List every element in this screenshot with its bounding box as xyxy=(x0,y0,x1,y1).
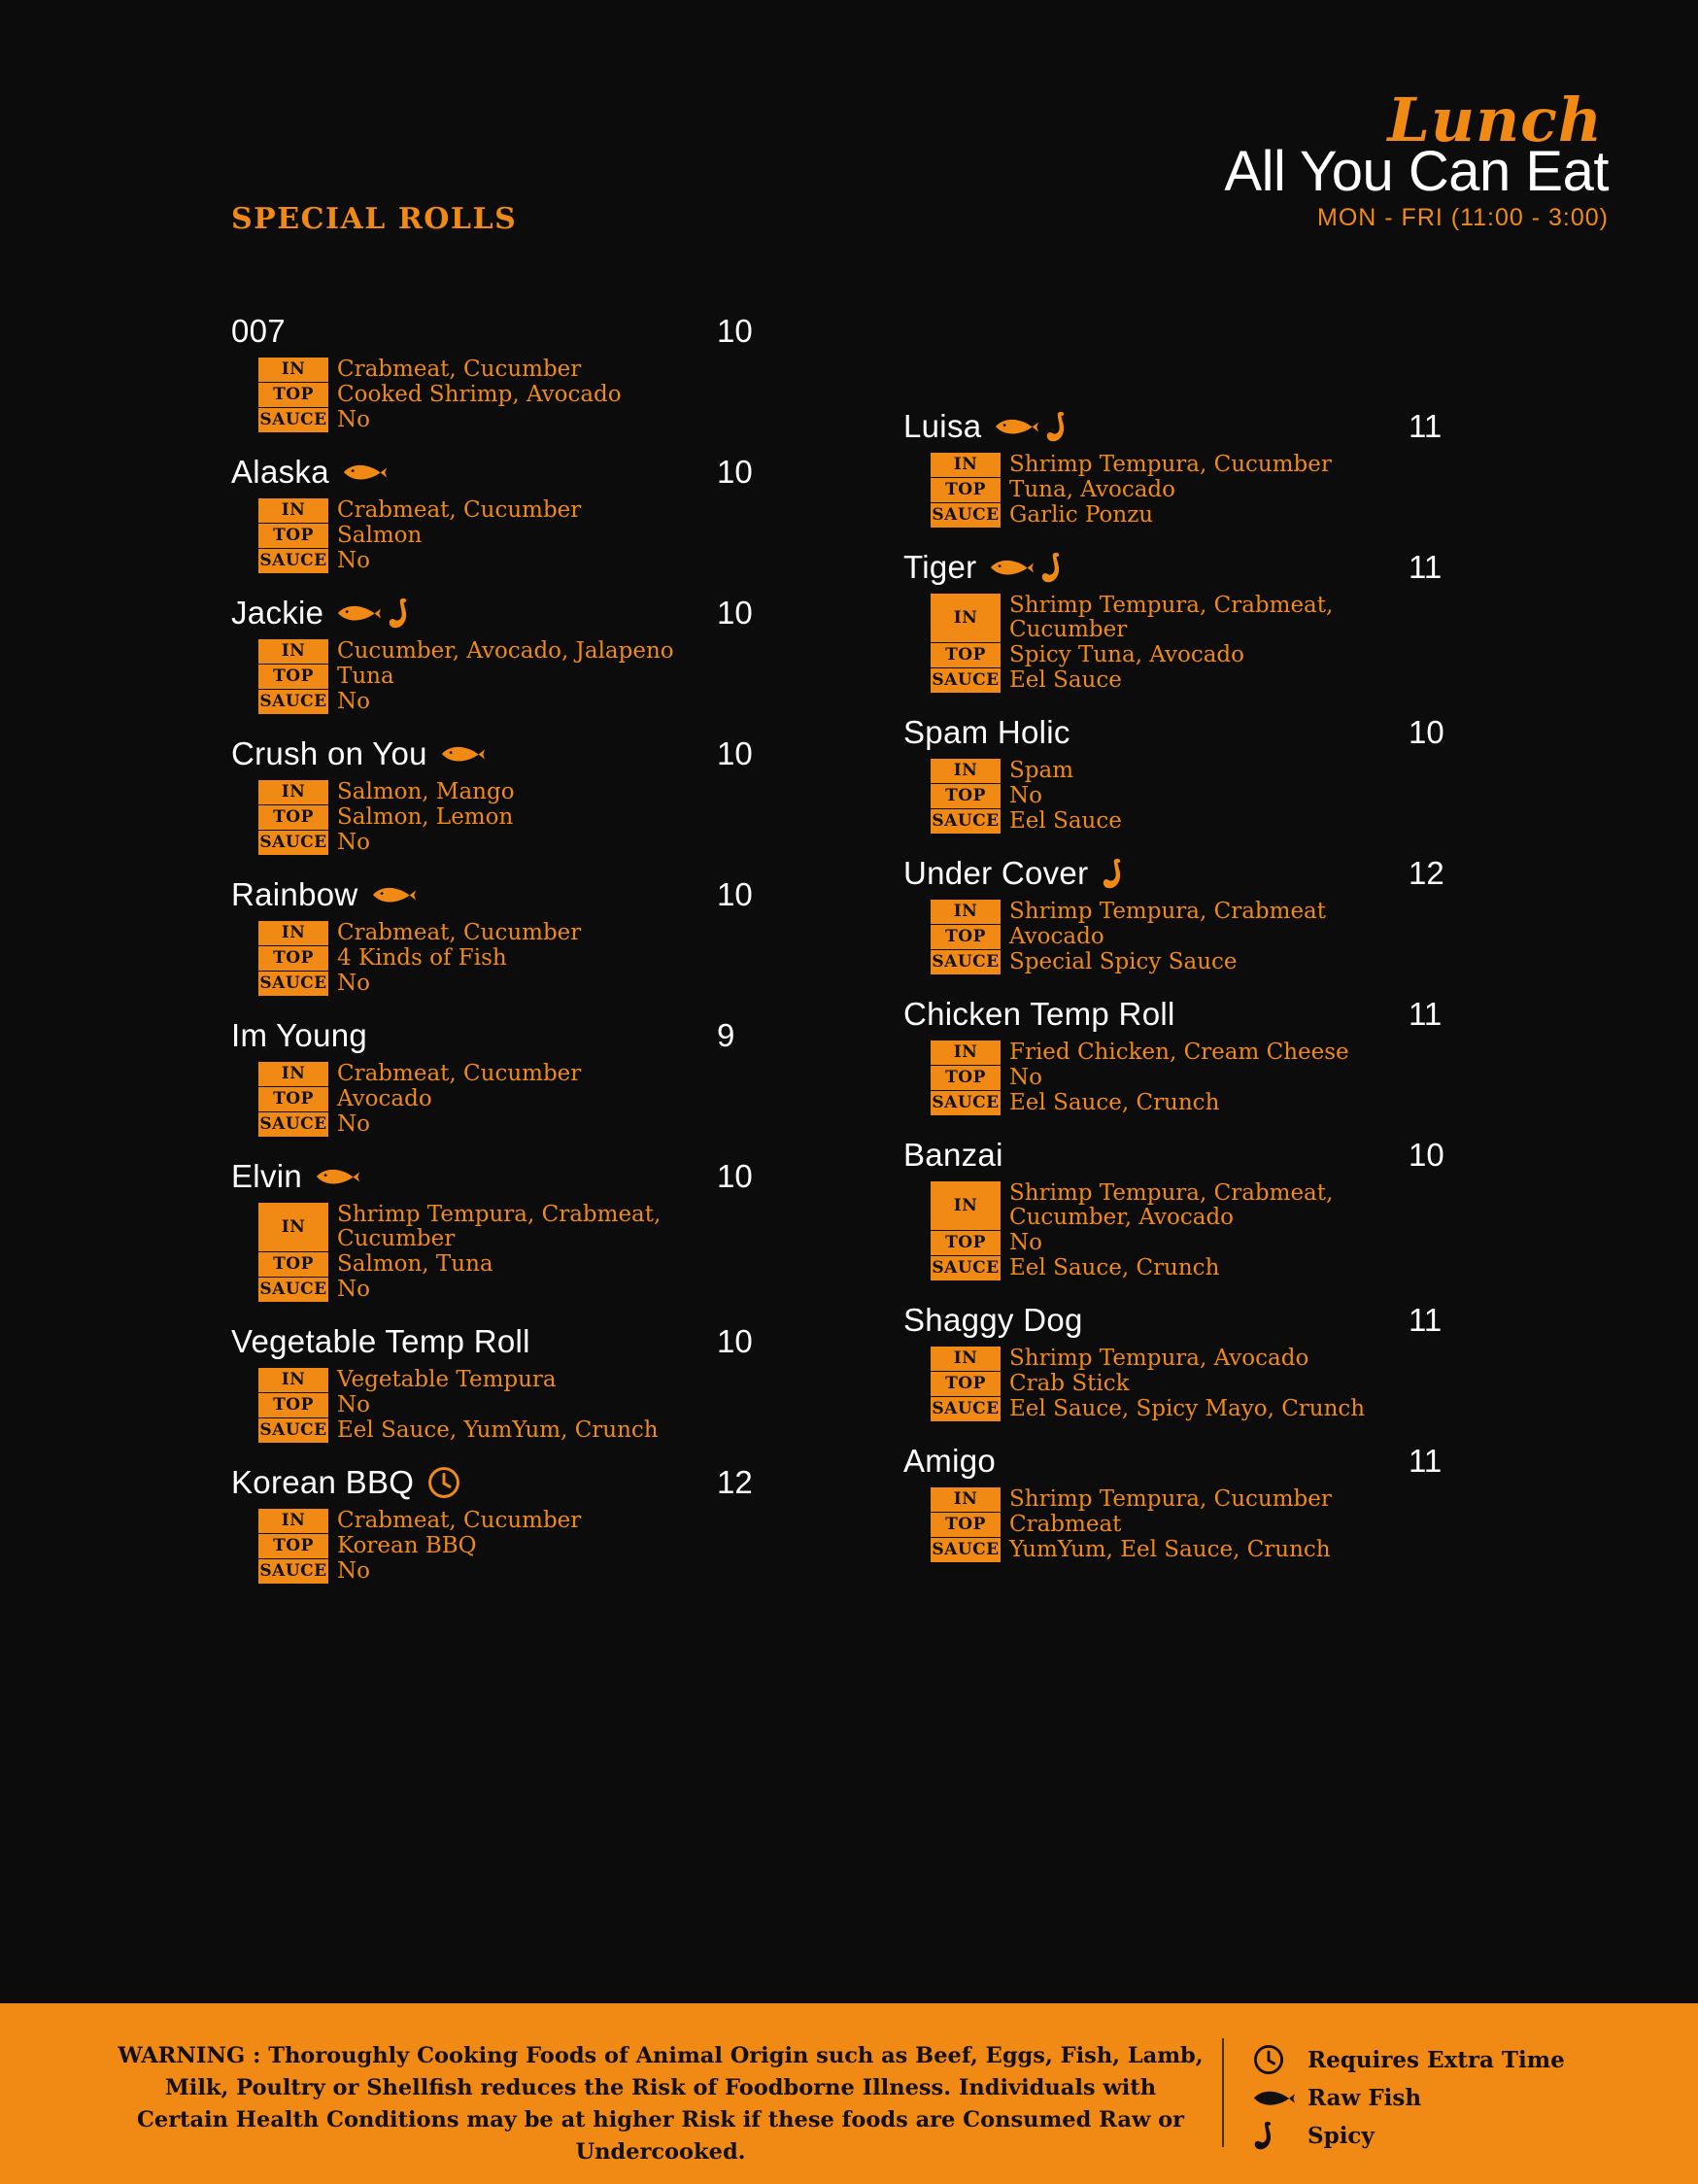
detail-text-sauce: No xyxy=(337,971,370,996)
menu-item-name: Amigo xyxy=(903,1443,997,1479)
top-tag: TOP xyxy=(931,784,1001,808)
detail-text-sauce: Eel Sauce xyxy=(1009,667,1122,693)
menu-item xyxy=(903,1302,1447,1421)
detail-row-sauce xyxy=(258,549,775,573)
menu-item-price: 11 xyxy=(1409,996,1443,1032)
menu-item-header xyxy=(903,855,1447,892)
menu-item-details xyxy=(258,639,775,714)
detail-row-top xyxy=(931,643,1447,667)
menu-item-price: 12 xyxy=(717,1464,753,1500)
in-tag: IN xyxy=(258,358,328,382)
top-tag: TOP xyxy=(931,1066,1001,1090)
detail-row-top xyxy=(258,383,775,407)
detail-row-in xyxy=(258,921,775,945)
top-tag: TOP xyxy=(931,1513,1001,1537)
detail-row-in xyxy=(931,1181,1447,1230)
in-tag: IN xyxy=(258,1368,328,1392)
sauce-tag: SAUCE xyxy=(931,950,1001,974)
menu-item-details xyxy=(258,1368,775,1443)
lunch-script-title: Lunch xyxy=(1387,85,1603,155)
detail-row-sauce xyxy=(931,1538,1447,1562)
sauce-tag: SAUCE xyxy=(931,1256,1001,1280)
menu-item-details xyxy=(258,780,775,855)
detail-text-top: Avocado xyxy=(1009,924,1104,949)
sauce-tag: SAUCE xyxy=(258,831,328,855)
menu-item-price: 10 xyxy=(717,735,753,771)
in-tag: IN xyxy=(931,1487,1001,1512)
detail-text-in: Crabmeat, Cucumber xyxy=(337,497,582,523)
detail-row-sauce xyxy=(258,690,775,714)
menu-item xyxy=(231,1323,775,1443)
detail-text-top: No xyxy=(1009,783,1042,808)
menu-item-header xyxy=(231,1158,775,1195)
menu-item-price: 11 xyxy=(1409,1302,1443,1338)
menu-item-name: Banzai xyxy=(903,1137,1003,1173)
detail-row-in xyxy=(258,498,775,523)
sauce-tag: SAUCE xyxy=(258,408,328,432)
top-tag: TOP xyxy=(931,1372,1001,1396)
detail-text-in: Shrimp Tempura, Crabmeat, Cucumber, Avocado xyxy=(1009,1180,1334,1230)
footer xyxy=(0,2003,1698,2184)
detail-row-sauce xyxy=(258,1278,775,1302)
menu-item-price: 11 xyxy=(1409,408,1443,444)
detail-text-sauce: Special Spicy Sauce xyxy=(1009,949,1238,974)
extra-time-icon xyxy=(1253,2044,1307,2075)
menu-item-header xyxy=(231,876,775,913)
in-tag: IN xyxy=(258,1203,328,1251)
detail-text-top: 4 Kinds of Fish xyxy=(337,945,507,971)
detail-text-sauce: Eel Sauce xyxy=(1009,808,1122,834)
legend-label: Raw Fish xyxy=(1307,2084,1422,2111)
sauce-tag: SAUCE xyxy=(258,972,328,996)
top-tag: TOP xyxy=(931,478,1001,502)
detail-row-top xyxy=(931,784,1447,808)
menu-item xyxy=(903,549,1447,693)
detail-text-in: Shrimp Tempura, Crabmeat, Cucumber xyxy=(337,1202,662,1251)
menu-item-details xyxy=(931,453,1447,528)
menu-item xyxy=(231,313,775,432)
spicy-icon xyxy=(1045,411,1070,442)
menu-item-name: Alaska xyxy=(231,454,329,490)
menu-item-icons xyxy=(995,411,1070,442)
sauce-tag: SAUCE xyxy=(931,668,1001,693)
detail-row-sauce xyxy=(258,408,775,432)
in-tag: IN xyxy=(931,900,1001,924)
detail-text-sauce: No xyxy=(337,830,370,855)
menu-item-price: 10 xyxy=(717,313,753,349)
menu-item xyxy=(231,876,775,996)
detail-row-top xyxy=(931,1513,1447,1537)
menu-item-name: Shaggy Dog xyxy=(903,1302,1083,1338)
menu-item-header xyxy=(903,1443,1447,1480)
detail-text-in: Vegetable Tempura xyxy=(337,1367,557,1392)
menu-item-details xyxy=(931,594,1447,693)
detail-row-in xyxy=(258,358,775,382)
menu-item-header xyxy=(231,735,775,772)
menu-item-icons xyxy=(337,597,413,629)
detail-row-sauce xyxy=(258,972,775,996)
menu-item-details xyxy=(931,1347,1447,1421)
detail-row-top xyxy=(258,524,775,548)
menu-item-details xyxy=(931,1041,1447,1115)
detail-text-in: Salmon, Mango xyxy=(337,779,515,804)
menu-item-name: 007 xyxy=(231,313,286,349)
menu-item-price: 10 xyxy=(1409,714,1444,750)
menu-item-name: Spam Holic xyxy=(903,714,1070,750)
detail-row-in xyxy=(931,594,1447,642)
detail-text-in: Shrimp Tempura, Avocado xyxy=(1009,1346,1309,1371)
menu-item-header xyxy=(231,1017,775,1054)
menu-item-header xyxy=(903,549,1447,586)
section-title: SPECIAL ROLLS xyxy=(231,202,518,236)
detail-text-top: No xyxy=(337,1392,370,1417)
menu-item xyxy=(231,1017,775,1137)
menu-item-name: Under Cover xyxy=(903,855,1089,891)
detail-row-top xyxy=(931,1231,1447,1255)
menu-item-name: Rainbow xyxy=(231,876,358,912)
detail-row-top xyxy=(931,1066,1447,1090)
sauce-tag: SAUCE xyxy=(258,549,328,573)
spicy-icon xyxy=(1253,2121,1307,2150)
menu-item-name: Jackie xyxy=(231,595,324,631)
detail-row-in xyxy=(931,1041,1447,1065)
menu-item-header xyxy=(903,714,1447,751)
header xyxy=(1065,85,1609,232)
menu-item-name: Im Young xyxy=(231,1017,368,1053)
in-tag: IN xyxy=(931,1347,1001,1371)
detail-text-in: Shrimp Tempura, Cucumber xyxy=(1009,452,1332,477)
detail-text-sauce: No xyxy=(337,548,370,573)
detail-row-sauce xyxy=(931,1091,1447,1115)
in-tag: IN xyxy=(258,1509,328,1533)
menu-item-name: Elvin xyxy=(231,1158,303,1194)
left-column xyxy=(231,313,775,1605)
sauce-tag: SAUCE xyxy=(931,503,1001,528)
menu-item-name: Luisa xyxy=(903,408,982,444)
detail-row-top xyxy=(258,1393,775,1417)
detail-text-top: No xyxy=(1009,1065,1042,1090)
menu-item-details xyxy=(258,1062,775,1137)
warning-body: Thoroughly Cooking Foods of Animal Origin such as Beef, Eggs, Fish, Lamb, Milk, Poultry or Shellfish reduces the Risk of Foodborne Illness. Individuals with Certain Health Conditions may be at higher Risk if these foods are Consumed Raw or Undercooked. xyxy=(136,2043,1204,2165)
detail-row-in xyxy=(258,780,775,804)
menu-item-header xyxy=(903,996,1447,1033)
detail-text-in: Shrimp Tempura, Crabmeat xyxy=(1009,899,1327,924)
detail-row-sauce xyxy=(931,950,1447,974)
detail-row-top xyxy=(931,1372,1447,1396)
spicy-icon xyxy=(1040,552,1066,583)
detail-row-top xyxy=(258,805,775,830)
detail-text-top: Tuna xyxy=(337,664,394,689)
menu-item-price: 9 xyxy=(717,1017,735,1053)
in-tag: IN xyxy=(258,780,328,804)
sauce-tag: SAUCE xyxy=(931,1091,1001,1115)
top-tag: TOP xyxy=(931,1231,1001,1255)
menu-item-name: Vegetable Temp Roll xyxy=(231,1323,530,1359)
detail-text-sauce: Eel Sauce, YumYum, Crunch xyxy=(337,1417,659,1443)
detail-text-top: No xyxy=(1009,1230,1042,1255)
detail-row-top xyxy=(258,665,775,689)
detail-text-top: Cooked Shrimp, Avocado xyxy=(337,382,622,407)
top-tag: TOP xyxy=(258,805,328,830)
menu-item-header xyxy=(231,313,775,350)
detail-text-in: Cucumber, Avocado, Jalapeno xyxy=(337,638,674,664)
in-tag: IN xyxy=(931,759,1001,783)
top-tag: TOP xyxy=(931,925,1001,949)
menu-item xyxy=(903,714,1447,834)
detail-text-sauce: No xyxy=(337,1558,370,1584)
detail-text-top: Crabmeat xyxy=(1009,1512,1122,1537)
detail-text-top: Crab Stick xyxy=(1009,1371,1130,1396)
detail-text-in: Crabmeat, Cucumber xyxy=(337,357,582,382)
menu-item xyxy=(231,735,775,855)
sauce-tag: SAUCE xyxy=(258,1418,328,1443)
menu-item-price: 11 xyxy=(1409,1443,1443,1479)
detail-text-sauce: Garlic Ponzu xyxy=(1009,502,1154,528)
menu-item-details xyxy=(931,1181,1447,1280)
detail-text-sauce: No xyxy=(337,1277,370,1302)
menu-item-price: 10 xyxy=(717,595,753,631)
detail-text-top: Salmon, Tuna xyxy=(337,1251,493,1277)
spicy-icon xyxy=(1102,858,1127,889)
sauce-tag: SAUCE xyxy=(258,1112,328,1137)
detail-row-sauce xyxy=(931,668,1447,693)
menu-item xyxy=(231,1158,775,1302)
in-tag: IN xyxy=(931,594,1001,642)
detail-row-in xyxy=(931,453,1447,477)
detail-row-in xyxy=(931,759,1447,783)
menu-item-name: Korean BBQ xyxy=(231,1464,415,1500)
detail-row-in xyxy=(258,1368,775,1392)
menu-item-header xyxy=(231,1464,775,1501)
menu-item-price: 10 xyxy=(1409,1137,1444,1173)
top-tag: TOP xyxy=(258,1087,328,1111)
detail-text-in: Crabmeat, Cucumber xyxy=(337,1508,582,1533)
legend-divider xyxy=(1222,2038,1224,2147)
top-tag: TOP xyxy=(931,643,1001,667)
detail-text-in: Shrimp Tempura, Cucumber xyxy=(1009,1486,1332,1512)
top-tag: TOP xyxy=(258,1393,328,1417)
detail-text-top: Spicy Tuna, Avocado xyxy=(1009,642,1245,667)
in-tag: IN xyxy=(931,1181,1001,1230)
legend xyxy=(1253,2042,1565,2156)
detail-text-sauce: No xyxy=(337,1111,370,1137)
detail-row-sauce xyxy=(258,1418,775,1443)
menu-item-icons xyxy=(316,1166,360,1186)
detail-row-in xyxy=(258,1509,775,1533)
menu-item-details xyxy=(258,921,775,996)
detail-row-top xyxy=(931,478,1447,502)
menu-item-icons xyxy=(343,461,388,482)
menu-item-icons xyxy=(441,743,486,764)
detail-row-top xyxy=(258,1087,775,1111)
detail-text-top: Tuna, Avocado xyxy=(1009,477,1175,502)
menu-item-details xyxy=(258,1203,775,1302)
raw-fish-icon xyxy=(990,557,1035,577)
detail-text-in: Fried Chicken, Cream Cheese xyxy=(1009,1040,1349,1065)
detail-row-in xyxy=(258,639,775,664)
detail-text-top: Salmon xyxy=(337,523,423,548)
hours-text: MON - FRI (11:00 - 3:00) xyxy=(1317,204,1609,231)
menu-item-details xyxy=(258,1509,775,1584)
detail-text-top: Korean BBQ xyxy=(337,1533,477,1558)
menu-item-price: 10 xyxy=(717,454,753,490)
menu-item-name: Chicken Temp Roll xyxy=(903,996,1175,1032)
detail-row-in xyxy=(931,900,1447,924)
in-tag: IN xyxy=(258,498,328,523)
menu-item-icons xyxy=(1102,858,1127,889)
detail-row-top xyxy=(258,1252,775,1277)
detail-text-in: Crabmeat, Cucumber xyxy=(337,920,582,945)
in-tag: IN xyxy=(258,921,328,945)
detail-row-in xyxy=(258,1062,775,1086)
in-tag: IN xyxy=(258,1062,328,1086)
menu-item-price: 10 xyxy=(717,1323,753,1359)
menu-item xyxy=(903,855,1447,974)
in-tag: IN xyxy=(258,639,328,664)
menu-item-details xyxy=(931,1487,1447,1562)
menu-item-icons xyxy=(372,884,417,904)
menu-item xyxy=(231,595,775,714)
detail-text-top: Avocado xyxy=(337,1086,432,1111)
sauce-tag: SAUCE xyxy=(258,1559,328,1584)
legend-label: Spicy xyxy=(1307,2122,1375,2149)
detail-text-sauce: Eel Sauce, Crunch xyxy=(1009,1090,1220,1115)
in-tag: IN xyxy=(931,453,1001,477)
menu-item-header xyxy=(231,454,775,491)
detail-text-in: Shrimp Tempura, Crabmeat, Cucumber xyxy=(1009,593,1334,642)
detail-text-sauce: No xyxy=(337,407,370,432)
menu-item xyxy=(231,1464,775,1584)
detail-row-sauce xyxy=(258,1559,775,1584)
menu-item-header xyxy=(903,1302,1447,1339)
raw-fish-icon xyxy=(337,602,382,623)
detail-text-sauce: YumYum, Eel Sauce, Crunch xyxy=(1009,1537,1331,1562)
menu-item-header xyxy=(903,1137,1447,1174)
menu-item-name: Tiger xyxy=(903,549,977,585)
raw-fish-icon xyxy=(441,743,486,764)
menu-item-price: 10 xyxy=(717,876,753,912)
detail-row-top xyxy=(931,925,1447,949)
raw-fish-icon xyxy=(1253,2088,1307,2107)
menu-item xyxy=(903,1443,1447,1562)
menu-item-icons xyxy=(427,1466,460,1499)
extra-time-icon xyxy=(427,1466,460,1499)
detail-row-top xyxy=(258,946,775,971)
warning-prefix: WARNING : xyxy=(118,2043,261,2068)
menu-item-details xyxy=(931,759,1447,834)
sauce-tag: SAUCE xyxy=(258,1278,328,1302)
legend-label: Requires Extra Time xyxy=(1307,2046,1565,2073)
detail-text-in: Crabmeat, Cucumber xyxy=(337,1061,582,1086)
in-tag: IN xyxy=(931,1041,1001,1065)
top-tag: TOP xyxy=(258,665,328,689)
top-tag: TOP xyxy=(258,946,328,971)
menu-item-name: Crush on You xyxy=(231,735,427,771)
menu-item xyxy=(231,454,775,573)
sauce-tag: SAUCE xyxy=(931,1538,1001,1562)
detail-row-in xyxy=(931,1487,1447,1512)
raw-fish-icon xyxy=(995,416,1039,436)
menu-item-header xyxy=(231,595,775,631)
legend-row xyxy=(1253,2080,1565,2115)
sauce-tag: SAUCE xyxy=(931,1397,1001,1421)
detail-text-sauce: Eel Sauce, Crunch xyxy=(1009,1255,1220,1280)
top-tag: TOP xyxy=(258,1534,328,1558)
detail-row-sauce xyxy=(931,809,1447,834)
warning-text xyxy=(117,2040,1205,2168)
sauce-tag: SAUCE xyxy=(258,690,328,714)
detail-text-top: Salmon, Lemon xyxy=(337,804,514,830)
legend-row xyxy=(1253,2042,1565,2077)
menu-item xyxy=(903,996,1447,1115)
menu-item-icons xyxy=(990,552,1066,583)
detail-row-sauce xyxy=(258,1112,775,1137)
menu-item-header xyxy=(903,408,1447,445)
right-column xyxy=(903,408,1447,1584)
menu-item-header xyxy=(231,1323,775,1360)
sauce-tag: SAUCE xyxy=(931,809,1001,834)
detail-text-sauce: No xyxy=(337,689,370,714)
menu-item xyxy=(903,408,1447,528)
menu-item-price: 10 xyxy=(717,1158,753,1194)
detail-row-in xyxy=(258,1203,775,1251)
menu-item-price: 11 xyxy=(1409,549,1443,585)
menu-item-details xyxy=(258,358,775,432)
legend-row xyxy=(1253,2118,1565,2153)
top-tag: TOP xyxy=(258,524,328,548)
raw-fish-icon xyxy=(316,1166,360,1186)
detail-text-sauce: Eel Sauce, Spicy Mayo, Crunch xyxy=(1009,1396,1366,1421)
menu-item-price: 12 xyxy=(1409,855,1444,891)
menu-item xyxy=(903,1137,1447,1280)
menu-item-details xyxy=(931,900,1447,974)
detail-row-sauce xyxy=(931,1256,1447,1280)
detail-row-in xyxy=(931,1347,1447,1371)
all-you-can-eat-title: All You Can Eat xyxy=(1224,140,1609,203)
menu-item-details xyxy=(258,498,775,573)
top-tag: TOP xyxy=(258,383,328,407)
detail-row-sauce xyxy=(258,831,775,855)
raw-fish-icon xyxy=(343,461,388,482)
top-tag: TOP xyxy=(258,1252,328,1277)
raw-fish-icon xyxy=(372,884,417,904)
detail-row-sauce xyxy=(931,1397,1447,1421)
detail-row-sauce xyxy=(931,503,1447,528)
detail-row-top xyxy=(258,1534,775,1558)
spicy-icon xyxy=(388,597,413,629)
detail-text-in: Spam xyxy=(1009,758,1074,783)
